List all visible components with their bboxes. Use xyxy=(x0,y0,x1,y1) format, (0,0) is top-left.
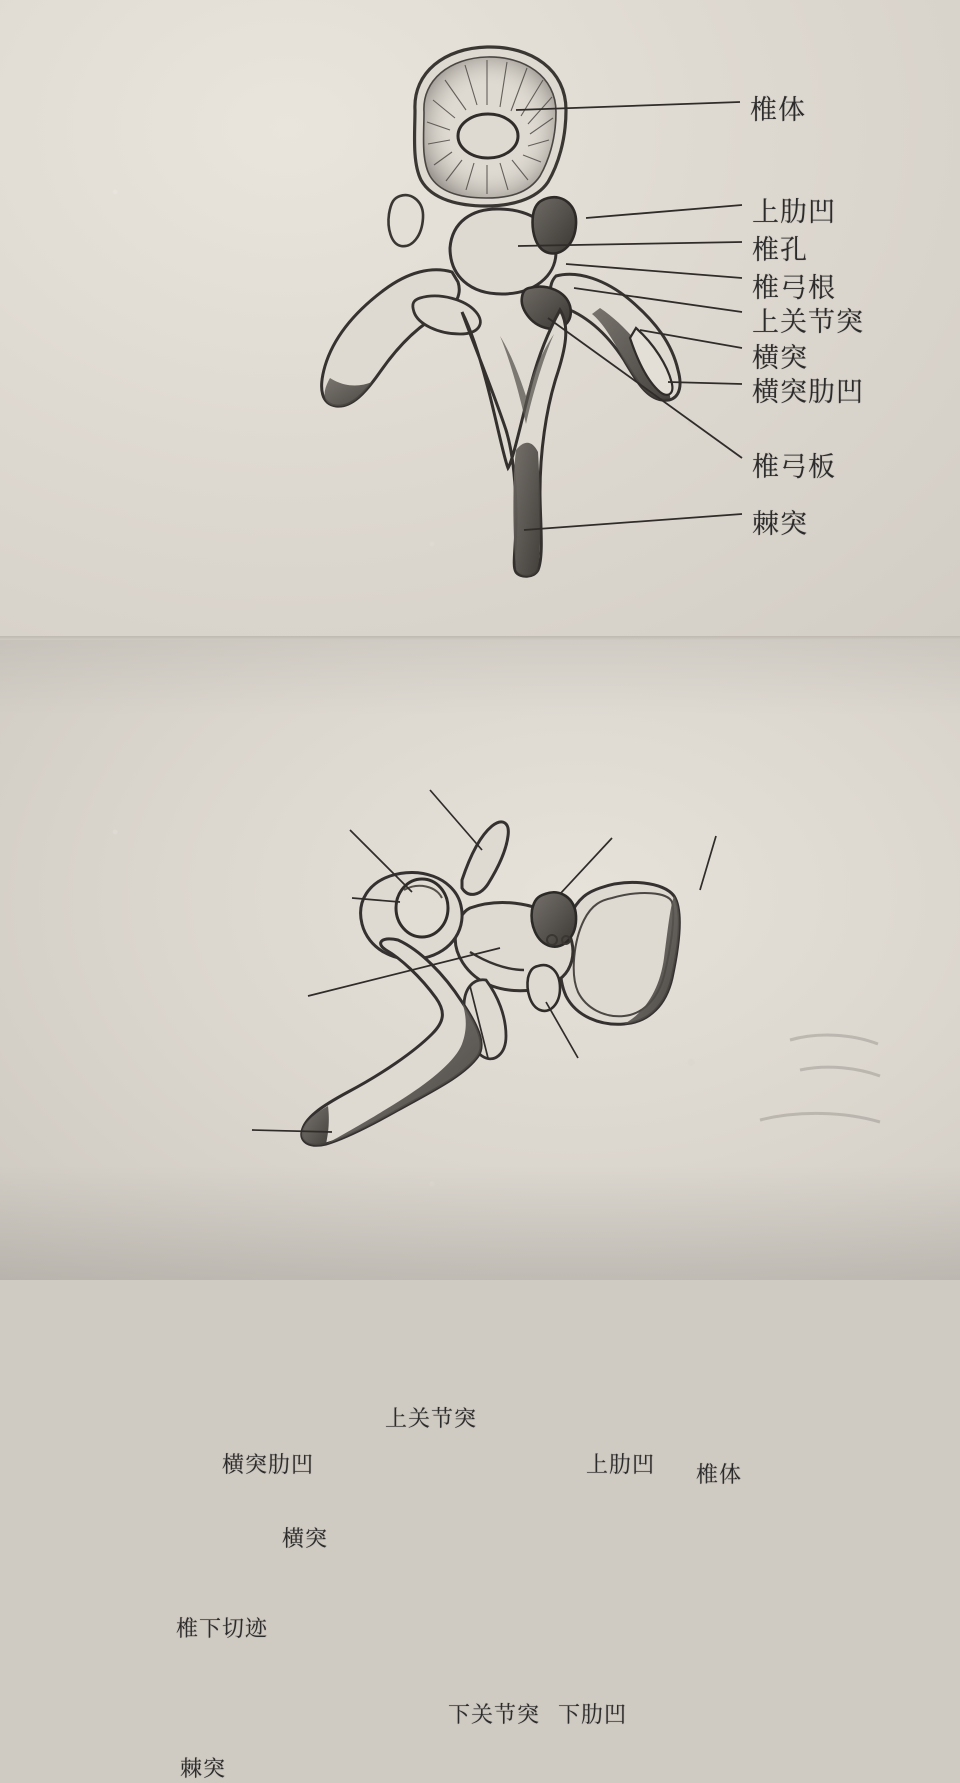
label-superior-articular-process-bottom: 上关节突 xyxy=(385,1406,478,1431)
leader-spinous-process xyxy=(524,514,742,530)
transverse-costal-facet-lateral xyxy=(396,879,448,937)
superior-articular-process-lateral xyxy=(462,822,508,894)
label-transverse-costal-facet-bottom: 横突肋凹 xyxy=(222,1452,315,1477)
figure-bottom-drawing xyxy=(0,640,960,1280)
label-spinous-process-bottom: 棘突 xyxy=(180,1756,227,1781)
inferior-costal-facet-lateral xyxy=(528,965,561,1011)
body-center-hole xyxy=(458,114,518,158)
figure-bottom-panel xyxy=(0,640,960,1781)
label-inferior-vertebral-notch-bottom: 椎下切迹 xyxy=(176,1616,269,1641)
label-vertebral-body-top: 椎体 xyxy=(750,95,806,125)
leader-superior-costal-facet xyxy=(586,205,742,218)
label-superior-costal-facet-bottom: 上肋凹 xyxy=(586,1452,656,1477)
label-superior-costal-facet-top: 上肋凹 xyxy=(752,197,836,227)
leader-pedicle xyxy=(566,264,742,278)
label-transverse-process-top: 横突 xyxy=(752,343,808,373)
vertebral-body-lateral xyxy=(560,882,679,1024)
label-spinous-process-top: 棘突 xyxy=(752,509,808,539)
label-transverse-costal-facet-top: 横突肋凹 xyxy=(752,377,864,407)
leader-vertebral-body-b xyxy=(700,836,716,890)
label-pedicle-top: 椎弓根 xyxy=(752,273,836,303)
spinous-process-shade xyxy=(513,443,540,576)
label-transverse-process-bottom: 横突 xyxy=(282,1526,329,1551)
lamina-and-spinous-process xyxy=(462,310,566,576)
figure-top-panel xyxy=(0,0,960,640)
label-inferior-costal-facet-bottom: 下肋凹 xyxy=(558,1702,628,1727)
paper-smudges xyxy=(760,1035,880,1122)
superior-costal-facet-left xyxy=(389,195,424,246)
leader-inferior-costal-facet-b xyxy=(546,1002,578,1058)
label-vertebral-body-bottom: 椎体 xyxy=(696,1462,743,1487)
label-superior-articular-process-top: 上关节突 xyxy=(752,307,864,337)
label-inferior-articular-process-bottom: 下关节突 xyxy=(448,1702,541,1727)
label-lamina-top: 椎弓板 xyxy=(752,452,836,482)
label-vertebral-foramen-top: 椎孔 xyxy=(752,235,808,265)
leader-superior-articular-process-b xyxy=(430,790,482,850)
